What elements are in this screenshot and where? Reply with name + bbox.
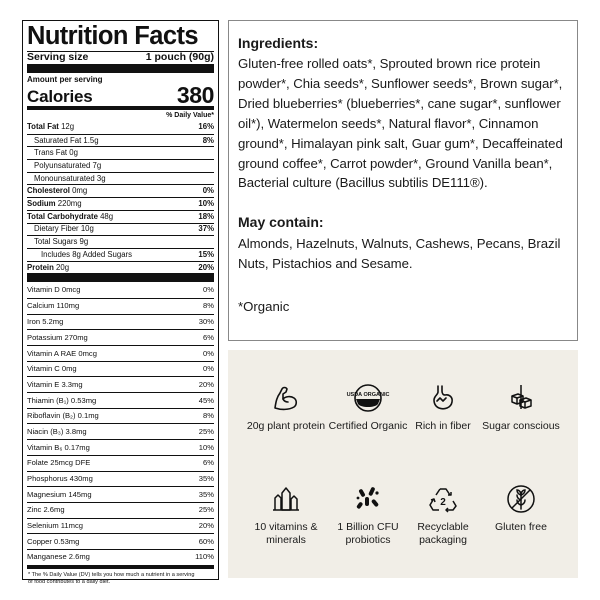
vitamin-daily-value: 6% xyxy=(203,458,214,468)
serving-size-label: Serving size xyxy=(27,51,89,63)
organic-note: *Organic xyxy=(238,299,290,315)
vitamin-row xyxy=(27,345,214,361)
nutrient-row xyxy=(27,146,214,159)
vitamin-row xyxy=(27,502,214,518)
vitamin-label: Phosphorus 430mg xyxy=(27,474,93,484)
nutrition-facts-panel xyxy=(22,20,219,585)
recycle-number: 2 xyxy=(440,497,446,508)
nutrient-name: Total Fat xyxy=(27,122,59,132)
nutrient-daily-value: 37% xyxy=(198,224,214,234)
vitamin-label: Zinc 2.6mg xyxy=(27,505,65,515)
vitamin-daily-value: 35% xyxy=(198,474,214,484)
vitamin-daily-value: 20% xyxy=(198,521,214,531)
nutrient-name: Monounsaturated xyxy=(34,173,95,183)
feature-label: 10 vitamins & minerals xyxy=(254,521,318,546)
nutrient-row xyxy=(27,134,214,147)
vitamin-row xyxy=(27,282,214,298)
vitamin-label: Vitamin A RAE 0mcg xyxy=(27,348,97,358)
vitamin-label: Magnesium 145mg xyxy=(27,489,92,499)
daily-value-header: % Daily Value* xyxy=(166,112,214,119)
feature-label: Sugar conscious xyxy=(482,420,560,432)
nutrient-row xyxy=(27,121,214,134)
nutrient-amount: 1.5g xyxy=(83,135,99,145)
vitamin-label: Potassium 270mg xyxy=(27,332,88,342)
nutrient-row xyxy=(27,261,214,274)
nutrient-name: Total Sugars xyxy=(34,237,78,247)
feature-label: Certified Organic xyxy=(328,420,408,432)
feature-label: 20g plant protein xyxy=(246,420,326,432)
feature-label: 1 Billion CFU probiotics xyxy=(337,521,399,546)
nutrition-facts-title: Nutrition Facts xyxy=(27,22,198,50)
nutrient-daily-value: 20% xyxy=(198,262,214,272)
nutrient-name: Includes 8g Added Sugars xyxy=(41,249,133,259)
vitamin-row xyxy=(27,439,214,455)
vitamin-label: Niacin (B₃) 3.8mg xyxy=(27,426,87,436)
may-contain-heading: May contain: xyxy=(238,214,324,231)
nutrient-amount: 20g xyxy=(56,262,70,272)
nutrient-amount: 7g xyxy=(92,161,102,170)
vitamin-daily-value: 8% xyxy=(203,411,214,421)
nutrient-label xyxy=(27,137,99,145)
nutrient-daily-value: 18% xyxy=(198,211,214,221)
vitamin-row xyxy=(27,361,214,377)
serving-size-row xyxy=(27,52,214,64)
vitamin-daily-value: 45% xyxy=(198,395,214,405)
nutrient-amount: 10g xyxy=(80,224,94,234)
recycle-icon xyxy=(428,484,458,514)
nutrient-amount: 0mg xyxy=(72,186,88,196)
vitamin-label: Selenium 11mcg xyxy=(27,521,83,531)
footnote: * The % Daily Value (DV) tells you how much a nutrient in a serving of food contributes to a daily diet. xyxy=(28,571,195,585)
feature-label: Gluten free xyxy=(495,521,547,533)
feature-gluten-free xyxy=(476,484,566,534)
nutrient-row xyxy=(27,223,214,236)
vitamin-list xyxy=(27,282,214,564)
vitamin-label: Manganese 2.6mg xyxy=(27,552,90,562)
feature-rich-in-fiber xyxy=(398,383,488,433)
vitamin-row xyxy=(27,376,214,392)
ingredients-heading: Ingredients: xyxy=(238,35,319,51)
divider xyxy=(27,273,214,282)
ingredients-text: Gluten-free rolled oats*, Sprouted brown rice protein powder*, Chia seeds*, Sunflower seeds*, Brown sugar*, Dried blueberries* (blueberries*, cane sugar*, sunflower oil*), Watermelon seeds*, Natural flavor*, Cinnamon ground*, Himalayan pink salt, Guar gum*, Decaffeinated ground coffee*, Carrot powder*, Ground Vanilla bean*, Bacterial culture (Bacillus subtilis DE111®). xyxy=(238,56,563,191)
nutrient-label xyxy=(27,251,132,259)
calories-value: 380 xyxy=(176,82,214,108)
features-panel xyxy=(228,350,578,578)
vitamin-daily-value: 6% xyxy=(203,332,214,342)
vitamin-row xyxy=(27,298,214,314)
vitamin-daily-value: 0% xyxy=(203,364,214,374)
feature-vitamins-minerals xyxy=(241,484,331,546)
vitamin-daily-value: 30% xyxy=(198,317,214,327)
seal-text: USDA ORGANIC xyxy=(346,392,390,398)
nutrient-amount: 220mg xyxy=(57,199,82,209)
nutrient-name: Trans Fat xyxy=(34,148,68,158)
vitamin-label: Folate 25mcg DFE xyxy=(27,458,91,468)
vitamin-daily-value: 20% xyxy=(198,379,214,389)
nutrient-label xyxy=(27,175,106,183)
vitamin-label: Riboflavin (B₂) 0.1mg xyxy=(27,411,99,421)
vitamin-daily-value: 110% xyxy=(195,552,214,562)
vitamin-row xyxy=(27,423,214,439)
feature-plant-protein xyxy=(241,383,331,433)
sugar-cubes-icon xyxy=(506,383,536,413)
feature-recyclable-packaging xyxy=(398,484,488,546)
vitamin-label: Vitamin D 0mcg xyxy=(27,285,81,295)
vitamin-row xyxy=(27,486,214,502)
nutrient-label xyxy=(27,123,74,131)
usda-organic-seal-icon xyxy=(346,383,390,413)
vitamin-label: Iron 5.2mg xyxy=(27,317,64,327)
vitamin-label: Copper 0.53mg xyxy=(27,536,80,546)
ingredients-panel xyxy=(228,20,578,341)
nutrient-row xyxy=(27,159,214,172)
feature-sugar-conscious xyxy=(476,383,566,433)
vitamin-label: Vitamin C 0mg xyxy=(27,364,77,374)
vitamin-row xyxy=(27,455,214,471)
nutrient-name: Sodium xyxy=(27,199,56,209)
vitamin-daily-value: 60% xyxy=(198,536,214,546)
nutrient-label xyxy=(27,200,82,208)
vitamin-row xyxy=(27,392,214,408)
nutrient-daily-value: 0% xyxy=(202,186,214,196)
nutrient-label xyxy=(27,149,78,157)
nutrient-label xyxy=(27,225,94,233)
vitamin-daily-value: 0% xyxy=(203,348,214,358)
nutrient-row xyxy=(27,210,214,223)
vitamin-row xyxy=(27,329,214,345)
vitamin-row xyxy=(27,408,214,424)
nutrient-row xyxy=(27,235,214,248)
vitamin-label: Vitamin B₆ 0.17mg xyxy=(27,442,90,452)
nutrient-name: Saturated Fat xyxy=(34,135,82,145)
vitamin-daily-value: 10% xyxy=(198,442,214,452)
nutrient-daily-value: 8% xyxy=(202,135,214,145)
vitamin-row xyxy=(27,471,214,487)
calories-row xyxy=(27,84,214,106)
may-contain-text: Almonds, Hazelnuts, Walnuts, Cashews, Pecans, Brazil Nuts, Pistachios and Sesame. xyxy=(238,236,561,272)
vitamin-row xyxy=(27,518,214,534)
vitamin-row xyxy=(27,314,214,330)
nutrient-label xyxy=(27,162,101,170)
serving-size-value: 1 pouch (90g) xyxy=(145,51,214,63)
vitamin-label: Thiamin (B₁) 0.53mg xyxy=(27,395,97,405)
feature-label: Recyclable packaging xyxy=(417,521,469,546)
nutrient-label xyxy=(27,264,69,272)
nutrient-label xyxy=(27,213,113,221)
vitamin-row xyxy=(27,533,214,549)
vitamin-daily-value: 35% xyxy=(198,489,214,499)
nutrient-daily-value: 16% xyxy=(198,122,214,132)
vitamin-label: Calcium 110mg xyxy=(27,301,80,311)
nutrient-label xyxy=(27,187,87,195)
nutrient-name: Cholesterol xyxy=(27,186,70,196)
nutrient-amount: 0g xyxy=(69,148,78,158)
divider xyxy=(27,64,214,73)
gluten-free-icon xyxy=(506,484,536,514)
flexed-arm-icon xyxy=(271,383,301,413)
probiotics-icon xyxy=(353,484,383,514)
nutrient-daily-value: 10% xyxy=(198,199,214,209)
nutrient-row xyxy=(27,184,214,197)
nutrient-list xyxy=(27,121,214,273)
nutrient-row xyxy=(27,172,214,185)
calories-label: Calories xyxy=(27,87,93,106)
nutrient-daily-value: 15% xyxy=(198,249,214,259)
vitamin-row xyxy=(27,549,214,565)
nutrient-name: Protein xyxy=(27,262,54,272)
nutrient-amount: 12g xyxy=(61,122,75,132)
crystals-icon xyxy=(271,484,301,514)
amount-per-serving: Amount per serving xyxy=(27,75,103,84)
nutrient-name: Total Carbohydrate xyxy=(27,211,98,221)
feature-label: Rich in fiber xyxy=(415,420,471,432)
vitamin-daily-value: 0% xyxy=(203,285,214,295)
stomach-icon xyxy=(428,383,458,413)
vitamin-daily-value: 8% xyxy=(203,301,214,311)
nutrient-amount: 3g xyxy=(96,173,106,183)
vitamin-daily-value: 25% xyxy=(198,505,214,515)
vitamin-daily-value: 25% xyxy=(198,426,214,436)
vitamin-label: Vitamin E 3.3mg xyxy=(27,379,83,389)
nutrient-name: Polyunsaturated xyxy=(34,161,91,170)
nutrient-row xyxy=(27,197,214,210)
nutrient-name: Dietary Fiber xyxy=(34,224,79,234)
nutrient-row xyxy=(27,248,214,261)
nutrient-amount: 9g xyxy=(79,237,89,247)
nutrient-amount: 48g xyxy=(100,211,114,221)
nutrient-label xyxy=(27,238,88,246)
